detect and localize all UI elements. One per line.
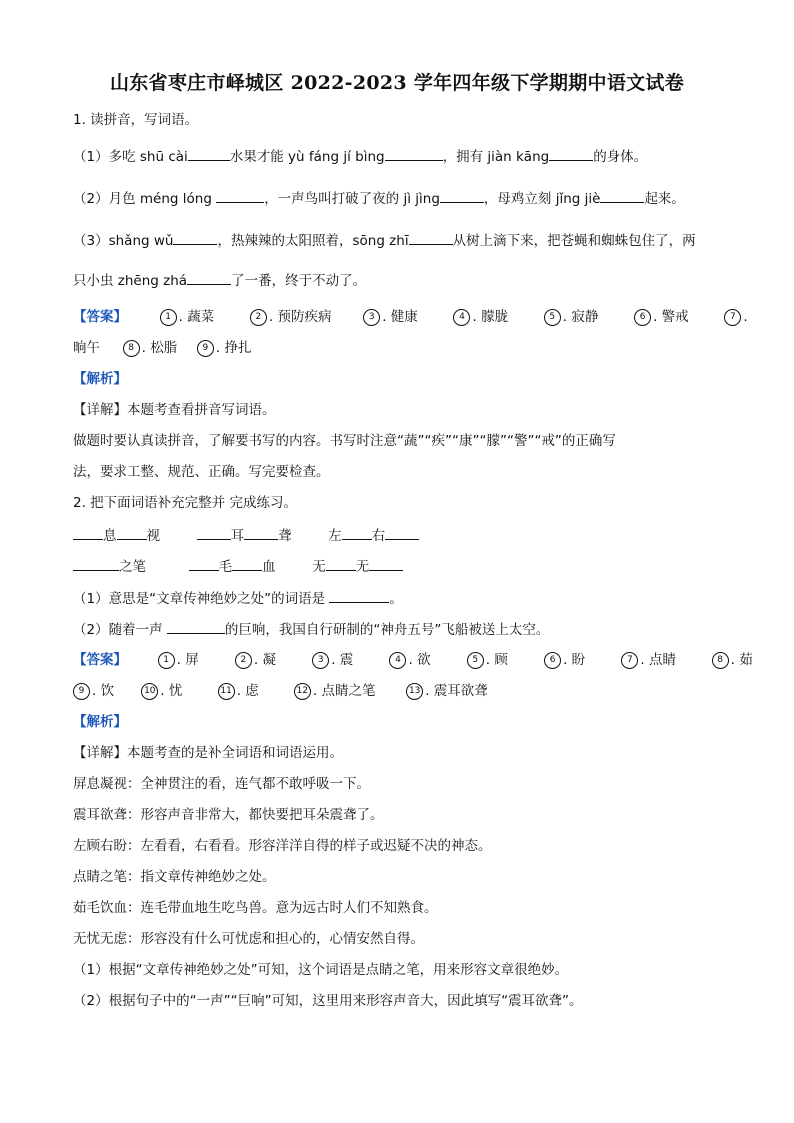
blank [173, 230, 217, 245]
circled-number: 9 [197, 340, 214, 357]
circled-number: 2 [250, 309, 267, 326]
answer-item: 5 . 寂静 [544, 307, 630, 327]
answer-word: 预防疾病 [277, 309, 332, 325]
q2-sub-1 [73, 588, 403, 609]
circled-number: 11 [218, 683, 235, 700]
q1-l1-b: 水果才能 yù fáng jí bìng [229, 149, 385, 165]
answer-tag: 【答案】 [73, 309, 127, 325]
answer-item: 9 . 饮 [73, 681, 137, 701]
circled-number: 3 [363, 309, 380, 326]
answer-word: 点睛之笔 [321, 683, 376, 699]
answer-tag: 【答案】 [73, 652, 127, 668]
q2-explain-8: （2）根据句子中的“一声”“巨响”可知，这里用来形容声音大，因此填写“震耳欲聋”。 [73, 993, 583, 1009]
q2-words-row-1 [73, 525, 419, 546]
word-part: 视 [146, 528, 160, 544]
q1-para-1: 做题时要认真读拼音，了解要书写的内容。书写时注意“蔬”“疾”“康”“朦”“警”“戒”的正确写 [73, 433, 616, 449]
answer-item: 7 . 点睛 [621, 650, 707, 670]
answer-word: 虑 [245, 683, 259, 699]
q1-line-1 [73, 146, 647, 167]
answer-word: 健康 [390, 309, 418, 325]
answer-item: 8 . 松脂 [123, 338, 193, 358]
blank [600, 188, 644, 203]
answer-item: 10 . 忧 [141, 681, 213, 701]
answer-word: 晌午 [73, 340, 100, 356]
answer-word: 挣扎 [224, 340, 252, 356]
detail-text: 本题考查看拼音写词语。 [127, 402, 276, 418]
q2-explain-2: 震耳欲聋：形容声音非常大，都快要把耳朵震聋了。 [73, 807, 384, 823]
q1-l2-c: ，母鸡立刻 jǐng jiè [483, 191, 601, 207]
answer-word: 蔬菜 [187, 309, 215, 325]
answer-item: 3 . 震 [312, 650, 385, 670]
q2-explain-3: 左顾右盼：左看看，右看看。形容洋洋自得的样子或迟疑不决的神态。 [73, 838, 492, 854]
q1-l1-d: 的身体。 [593, 149, 648, 165]
blank [385, 525, 419, 540]
answer-item: 12 . 点睛之笔 [294, 681, 402, 701]
answer-word: 饮 [100, 683, 115, 699]
circled-number: 13 [406, 683, 423, 700]
page-title: 山东省枣庄市峄城区 2022-2023 学年四年级下学期期中语文试卷 [109, 72, 685, 94]
circled-number: 5 [544, 309, 561, 326]
answer-word: 屏 [185, 652, 199, 668]
answer-word: 凝 [262, 652, 276, 668]
circled-number: 3 [312, 652, 329, 669]
circled-number: 10 [141, 683, 158, 700]
circled-number: 8 [712, 652, 729, 669]
answer-item: 2 . 凝 [235, 650, 308, 670]
q2-answers-row-2 [73, 681, 488, 701]
circled-number: 7 [724, 309, 741, 326]
q2-explain-7: （1）根据“文章传神绝妙之处”可知，这个词语是点睛之笔，用来形容文章很绝妙。 [73, 962, 569, 978]
answer-word: 欲 [417, 652, 431, 668]
circled-number: 12 [294, 683, 311, 700]
q1-l2-d: 起来。 [644, 191, 685, 207]
answer-item: 1 . 屏 [158, 650, 231, 670]
word-part: 无 [355, 559, 370, 575]
q1-line-2 [73, 188, 685, 209]
blank [549, 146, 593, 161]
q1-answers-row-2 [73, 338, 267, 358]
word-part: 无 [312, 559, 326, 575]
q1-l3-a: （3）shǎng wǔ [73, 233, 174, 249]
sub-text: （1）意思是“文章传神绝妙之处”的词语是 [73, 591, 330, 607]
answer-item: 2 . 预防疾病 [250, 307, 359, 327]
blank [73, 556, 119, 571]
answer-word: 寂静 [571, 309, 599, 325]
circled-number: 1 [158, 652, 175, 669]
blank [326, 556, 356, 571]
blank [117, 525, 147, 540]
q1-l1-a: （1）多吃 shū cài [73, 149, 188, 165]
answer-word: 警戒 [661, 309, 689, 325]
q1-l4-b: 了一番，终于不动了。 [231, 273, 367, 289]
q1-l2-b: ，一声鸟叫打破了夜的 jì jìng [264, 191, 440, 207]
q2-stem: 2. 把下面词语补充完整并 完成练习。 [73, 495, 297, 511]
circled-number: 5 [467, 652, 484, 669]
circled-number: 9 [73, 683, 90, 700]
circled-number: 8 [123, 340, 140, 357]
blank [216, 188, 264, 203]
circled-number: 4 [453, 309, 470, 326]
q1-l3-c: 从树上滴下来，把苍蝇和蜘蛛包住了，两 [452, 233, 696, 249]
q1-line-4 [73, 270, 366, 291]
q1-line-3 [73, 230, 696, 251]
circled-number: 6 [634, 309, 651, 326]
word-part: 左 [328, 528, 342, 544]
blank [188, 146, 230, 161]
circled-number: 1 [160, 309, 177, 326]
word-part: 聋 [278, 528, 292, 544]
q2-answers-row-1 [73, 650, 753, 670]
answer-item: 4 . 欲 [389, 650, 462, 670]
answer-item: 3 . 健康 [363, 307, 449, 327]
blank [329, 588, 389, 603]
circled-number: 2 [235, 652, 252, 669]
q1-analysis-tag [73, 369, 127, 389]
circled-number: 6 [544, 652, 561, 669]
detail-tag: 【详解】 [73, 402, 127, 418]
word-part: 之笔 [119, 559, 146, 575]
answer-item: 11 . 虑 [218, 681, 290, 701]
q1-l1-c: ，拥有 jiàn kāng [442, 149, 550, 165]
blank [167, 619, 225, 634]
answer-item: 5 . 顾 [467, 650, 540, 670]
q2-words-row-2 [73, 556, 403, 577]
sub-text: 的巨响，我国自行研制的“神舟五号”飞船被送上太空。 [224, 622, 550, 638]
answer-word: 点睛 [648, 652, 676, 668]
blank [73, 525, 103, 540]
answer-item: 6 . 盼 [544, 650, 617, 670]
q1-para-2: 法，要求工整、规范、正确。写完要检查。 [73, 464, 330, 480]
q1-stem: 1. 读拼音，写词语。 [73, 112, 199, 128]
q2-sub-2 [73, 619, 549, 640]
word-part: 右 [371, 528, 386, 544]
analysis-tag: 【解析】 [73, 371, 127, 387]
word-part: 耳 [230, 528, 245, 544]
blank [187, 270, 231, 285]
q1-detail [73, 400, 276, 420]
sub-text: 。 [389, 591, 403, 607]
word-part: 血 [262, 559, 276, 575]
answer-word: 朦胧 [481, 309, 509, 325]
blank [232, 556, 262, 571]
blank [197, 525, 231, 540]
answer-word: 震耳欲聋 [433, 683, 488, 699]
blank [409, 230, 453, 245]
detail-text: 本题考查的是补全词语和词语运用。 [127, 745, 343, 761]
word-part: 毛 [218, 559, 233, 575]
answer-word: 盼 [571, 652, 586, 668]
blank [385, 146, 443, 161]
q2-explain-6: 无忧无虑：形容没有什么可忧虑和担心的，心情安然自得。 [73, 931, 424, 947]
q2-explain-5: 茹毛饮血：连毛带血地生吃鸟兽。意为远古时人们不知熟食。 [73, 900, 438, 916]
q1-l3-b: ，热辣辣的太阳照着，sōng zhī [217, 233, 409, 249]
detail-tag: 【详解】 [73, 745, 127, 761]
circled-number: 7 [621, 652, 638, 669]
q2-explain-4: 点睛之笔：指文章传神绝妙之处。 [73, 869, 276, 885]
q2-explain-1: 屏息凝视：全神贯注的看，连气都不敢呼吸一下。 [73, 776, 370, 792]
answer-item: 6 . 警戒 [634, 307, 720, 327]
q2-analysis-tag [73, 712, 127, 732]
answer-word: 震 [339, 652, 354, 668]
answer-item: 13 . 震耳欲聋 [406, 683, 488, 699]
analysis-tag: 【解析】 [73, 714, 127, 730]
answer-item: 4 . 朦胧 [453, 307, 539, 327]
blank [189, 556, 219, 571]
answer-word: 忧 [168, 683, 183, 699]
blank [369, 556, 403, 571]
word-part: 息 [103, 528, 117, 544]
circled-number: 4 [389, 652, 406, 669]
answer-item: 9 . 挣扎 [197, 338, 267, 358]
q2-detail [73, 743, 343, 763]
answer-item: 1 . 蔬菜 [160, 307, 246, 327]
answer-item: 8 . 茹 [712, 652, 753, 668]
q1-l2-a: （2）月色 méng lóng [73, 191, 217, 207]
answer-word: 顾 [494, 652, 508, 668]
blank [440, 188, 484, 203]
q1-answers-row-1: 【答案】 1 . 蔬菜 2 . 预防疾病 3 . 健康 4 . 朦胧 5 . 寂静 6 . 警戒 7 . [73, 309, 748, 325]
q1-l4-a: 只小虫 zhēng zhá [73, 273, 188, 289]
sub-text: （2）随着一声 [73, 622, 167, 638]
answer-word: 茹 [739, 652, 753, 668]
answer-word: 松脂 [150, 340, 178, 356]
blank [244, 525, 278, 540]
blank [342, 525, 372, 540]
